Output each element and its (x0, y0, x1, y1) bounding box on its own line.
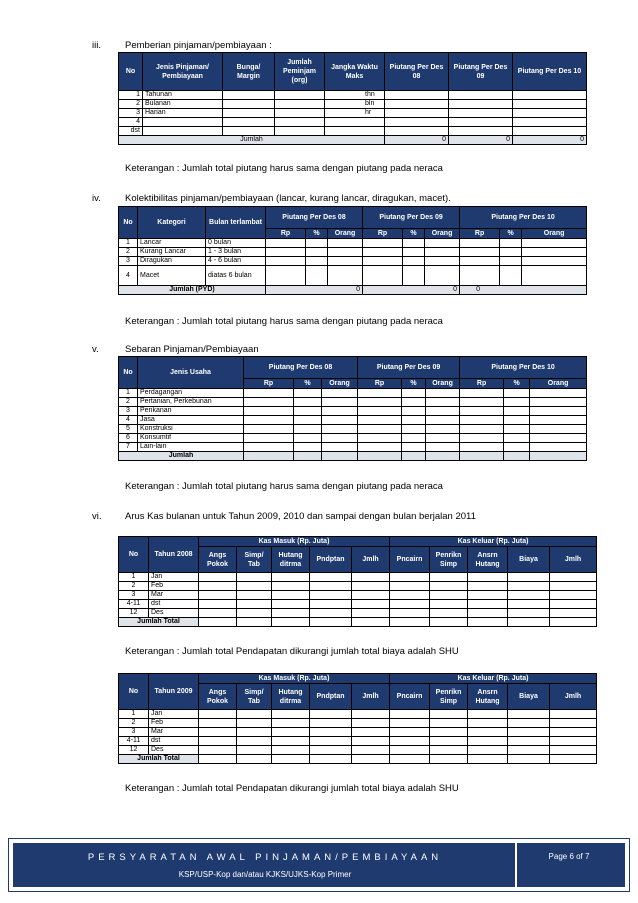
section-number: v. (92, 344, 99, 355)
row-jenis-usaha: Konsumtif (138, 434, 244, 443)
col-orang: Orang (425, 229, 460, 239)
cashflow-table-2009 (118, 673, 597, 764)
row-bulan: 1 - 3 bulan (206, 248, 266, 257)
col-rp: Rp (244, 379, 294, 389)
col-rp: Rp (460, 379, 504, 389)
col-orang: Orang (530, 379, 587, 389)
row-jangka: bln (325, 100, 385, 109)
row-no: 3 (119, 728, 149, 737)
section-number: vi. (92, 511, 102, 522)
row-no: 2 (119, 719, 149, 728)
row-no: 6 (119, 434, 138, 443)
row-bulan: Jan (149, 573, 199, 582)
row-bulan: Feb (149, 582, 199, 591)
col-penrikn: Penrikn Simp (430, 547, 468, 573)
col-hutang: Hutang ditrma (272, 684, 310, 710)
row-no: 3 (119, 591, 149, 600)
col-orang: Orang (426, 379, 460, 389)
col-kas-masuk: Kas Masuk (Rp. Juta) (199, 674, 390, 684)
page-number: Page 6 of 7 (548, 852, 590, 861)
row-no: 2 (119, 398, 138, 407)
row-no: 1 (119, 573, 149, 582)
row-no: 12 (119, 609, 149, 618)
col-year: Tahun 2009 (149, 674, 199, 710)
row-no: 2 (119, 100, 143, 109)
col-no: No (119, 207, 138, 239)
row-jenis-usaha: Pertanian, Perkebunan (138, 398, 244, 407)
note: Keterangan : Jumlah total Pendapatan dikurangi jumlah total biaya adalah SHU (125, 646, 459, 657)
row-bulan: Jan (149, 710, 199, 719)
row-kategori: Lancar (138, 239, 206, 248)
page-footer (8, 838, 630, 892)
cashflow-table-2008 (118, 536, 597, 627)
col-p08: Piutang Per Des 08 (385, 53, 449, 91)
note: Keterangan : Jumlah total piutang harus sama dengan piutang pada neraca (125, 316, 443, 327)
col-bulan: Bulan terlambat (206, 207, 266, 239)
row-jenis: Harian (143, 109, 223, 118)
col-jenis: Jenis Pinjaman/ Pembiayaan (143, 53, 223, 91)
col-jangka: Jangka Waktu Maks (325, 53, 385, 91)
row-kategori: Macet (138, 266, 206, 286)
row-jenis-usaha: Perikanan (138, 407, 244, 416)
total-p10: 0 (513, 136, 587, 145)
col-kategori: Kategori (138, 207, 206, 239)
total-p09: 0 (363, 286, 460, 295)
col-rp: Rp (358, 379, 402, 389)
distribution-table (118, 356, 587, 461)
col-ansrn: Ansrn Hutang (468, 547, 508, 573)
row-no: 3 (119, 109, 143, 118)
col-jenis-usaha: Jenis Usaha (138, 357, 244, 389)
col-biaya: Biaya (508, 547, 550, 573)
row-no: 5 (119, 425, 138, 434)
total-label: Jumlah Total (119, 618, 199, 627)
collectibility-table (118, 206, 587, 295)
row-bulan: dst (149, 737, 199, 746)
row-jenis-usaha: Lain-lain (138, 443, 244, 452)
row-no: 2 (119, 582, 149, 591)
col-p08: Piutang Per Des 08 (266, 207, 363, 229)
total-p08: 0 (385, 136, 449, 145)
row-no: 4 (119, 416, 138, 425)
col-pndptan: Pndptan (310, 684, 352, 710)
row-no: 3 (119, 257, 138, 266)
row-no: 4 (119, 266, 138, 286)
col-jmlh: Jmlh (550, 547, 597, 573)
row-jangka: hr (325, 109, 385, 118)
col-p09: Piutang Per Des 09 (363, 207, 460, 229)
section-title: Sebaran Pinjaman/Pembiayaan (125, 344, 259, 355)
row-bulan: diatas 6 bulan (206, 266, 266, 286)
total-label: Jumlah (PYD) (119, 286, 266, 295)
col-orang: Orang (322, 379, 358, 389)
col-pct: % (504, 379, 530, 389)
row-bulan: Mar (149, 728, 199, 737)
row-kategori: Diragukan (138, 257, 206, 266)
row-jenis-usaha: Perdagangan (138, 389, 244, 398)
section-number: iv. (92, 193, 101, 204)
col-biaya: Biaya (508, 684, 550, 710)
row-bulan: Des (149, 609, 199, 618)
footer-title: PERSYARATAN AWAL PINJAMAN/PEMBIAYAAN (87, 852, 443, 863)
col-pct: % (306, 229, 328, 239)
col-hutang: Hutang ditrma (272, 547, 310, 573)
row-jenis: Bulanan (143, 100, 223, 109)
total-p10: 0 (460, 286, 587, 295)
col-no: No (119, 357, 138, 389)
col-p10: Piutang Per Des 10 (513, 53, 587, 91)
row-no: 1 (119, 389, 138, 398)
col-jmlh: Jmlh (550, 684, 597, 710)
row-jenis-usaha: Jasa (138, 416, 244, 425)
col-jmlh: Jmlh (352, 684, 390, 710)
total-label: Jumlah (119, 136, 385, 145)
col-simp: Simp/ Tab (237, 547, 272, 573)
col-angs: Angs Pokok (199, 684, 237, 710)
col-pct: % (402, 379, 426, 389)
col-pct: % (294, 379, 322, 389)
col-pncairn: Pncairn (390, 547, 430, 573)
col-p09: Piutang Per Des 09 (358, 357, 460, 379)
footer-main (13, 843, 517, 887)
row-no: 1 (119, 91, 143, 100)
col-rp: Rp (363, 229, 403, 239)
row-bulan: dst (149, 600, 199, 609)
row-no: dst (119, 127, 143, 136)
row-no: 4-11 (119, 737, 149, 746)
loan-type-table (118, 52, 587, 145)
section-title: Pemberian pinjaman/pembiayaan : (125, 40, 272, 51)
col-pndptan: Pndptan (310, 547, 352, 573)
row-no: 7 (119, 443, 138, 452)
col-rp: Rp (266, 229, 306, 239)
row-jenis: Tahunan (143, 91, 223, 100)
col-p09: Piutang Per Des 09 (449, 53, 513, 91)
col-kas-keluar: Kas Keluar (Rp. Juta) (390, 537, 597, 547)
col-jmlh: Jmlh (352, 547, 390, 573)
col-kas-keluar: Kas Keluar (Rp. Juta) (390, 674, 597, 684)
note: Keterangan : Jumlah total piutang harus sama dengan piutang pada neraca (125, 163, 443, 174)
row-bulan: Feb (149, 719, 199, 728)
col-pncairn: Pncairn (390, 684, 430, 710)
row-jangka: thn (325, 91, 385, 100)
col-simp: Simp/ Tab (237, 684, 272, 710)
col-angs: Angs Pokok (199, 547, 237, 573)
col-pct: % (500, 229, 522, 239)
row-jenis-usaha: Konstruksi (138, 425, 244, 434)
col-no: No (119, 537, 149, 573)
section-title: Arus Kas bulanan untuk Tahun 2009, 2010 dan sampai dengan bulan berjalan 2011 (125, 511, 476, 522)
col-year: Tahun 2008 (149, 537, 199, 573)
col-p08: Piutang Per Des 08 (244, 357, 358, 379)
row-bulan: Mar (149, 591, 199, 600)
row-kategori: Kurang Lancar (138, 248, 206, 257)
section-title: Kolektibilitas pinjaman/pembiayaan (lancar, kurang lancar, diragukan, macet). (125, 193, 451, 204)
row-no: 3 (119, 407, 138, 416)
row-no: 1 (119, 239, 138, 248)
col-no: No (119, 53, 143, 91)
col-rp: Rp (460, 229, 500, 239)
row-bulan: 4 - 6 bulan (206, 257, 266, 266)
note: Keterangan : Jumlah total piutang harus sama dengan piutang pada neraca (125, 481, 443, 492)
col-bunga: Bunga/ Margin (223, 53, 275, 91)
total-label: Jumlah Total (119, 755, 199, 764)
col-penrikn: Penrikn Simp (430, 684, 468, 710)
footer-subtitle: KSP/USP-Kop dan/atau KJKS/UJKS-Kop Primer (178, 870, 352, 879)
col-p10: Piutang Per Des 10 (460, 357, 587, 379)
col-kas-masuk: Kas Masuk (Rp. Juta) (199, 537, 390, 547)
col-ansrn: Ansrn Hutang (468, 684, 508, 710)
section-number: iii. (92, 40, 101, 51)
col-orang: Orang (328, 229, 363, 239)
row-no: 4-11 (119, 600, 149, 609)
row-no: 4 (119, 118, 143, 127)
note: Keterangan : Jumlah total Pendapatan dikurangi jumlah total biaya adalah SHU (125, 783, 459, 794)
row-bulan: Des (149, 746, 199, 755)
col-no: No (119, 674, 149, 710)
total-p08: 0 (266, 286, 363, 295)
col-p10: Piutang Per Des 10 (460, 207, 587, 229)
row-no: 12 (119, 746, 149, 755)
row-no: 1 (119, 710, 149, 719)
row-bulan: 0 bulan (206, 239, 266, 248)
col-pct: % (403, 229, 425, 239)
col-orang: Orang (522, 229, 587, 239)
total-label: Jumlah (119, 452, 244, 461)
row-no: 2 (119, 248, 138, 257)
col-jumlah: Jumlah Peminjam (org) (275, 53, 325, 91)
total-p09: 0 (449, 136, 513, 145)
